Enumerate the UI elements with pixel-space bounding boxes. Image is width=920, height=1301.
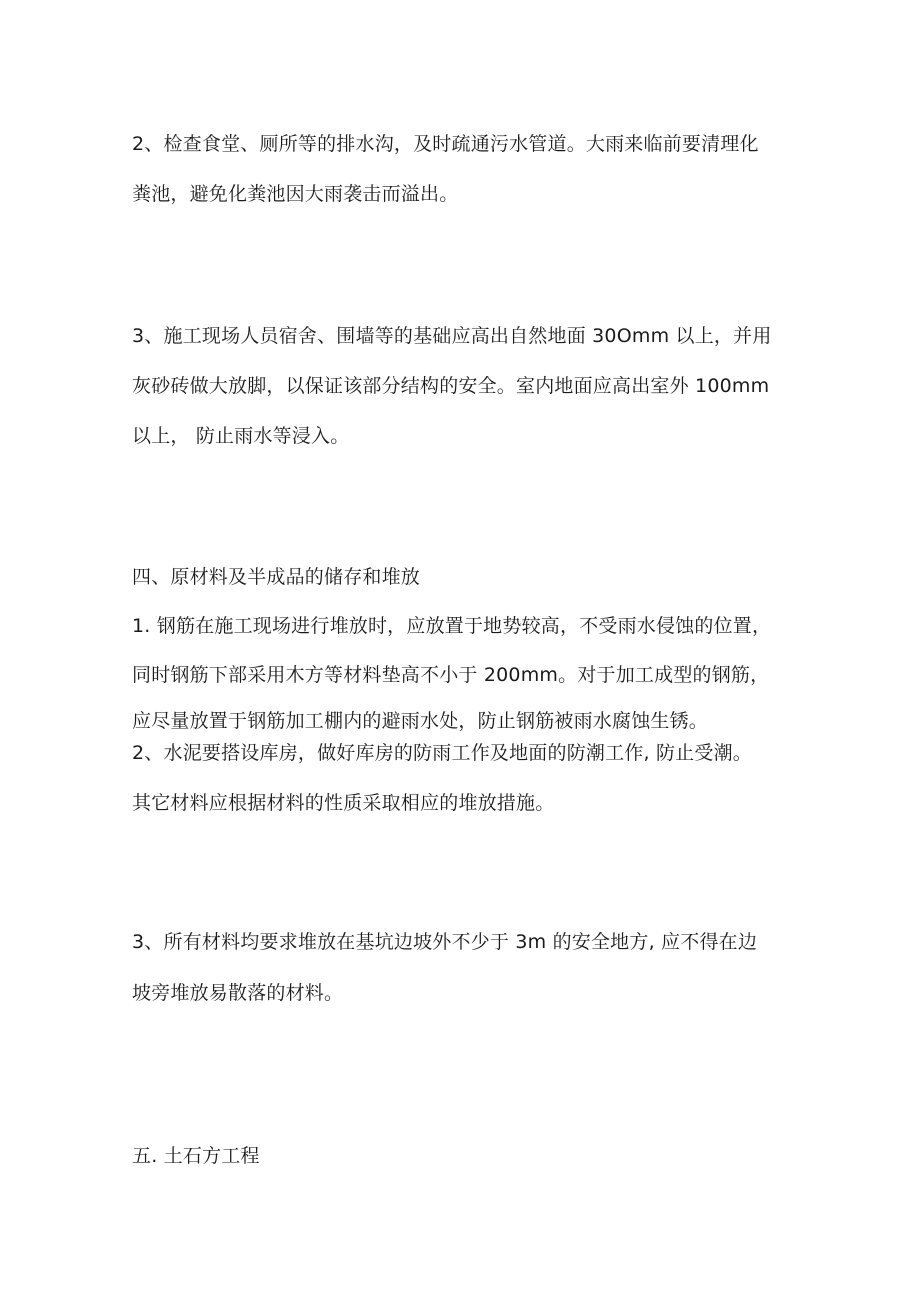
text-line: 粪池，避免化粪池因大雨袭击而溢出。 xyxy=(132,183,459,205)
text-line: 坡旁堆放易散落的材料。 xyxy=(132,982,344,1004)
text-line: 以上， 防止雨水等浸入。 xyxy=(132,425,350,447)
section-title: 四、原材料及半成品的储存和堆放 xyxy=(132,566,421,588)
text-line: 3、所有材料均要求堆放在基坑边坡外不少于 3m 的安全地方, 应不得在边 xyxy=(132,931,758,953)
section-title: 五. 土石方工程 xyxy=(132,1145,260,1167)
text-line: 3、施工现场人员宿舍、围墙等的基础应高出自然地面 30Omm 以上，并用 xyxy=(132,325,772,347)
text-line: 同时钢筋下部采用木方等材料垫高不小于 200mm。对于加工成型的钢筋， xyxy=(132,664,770,686)
text-line: 1. 钢筋在施工现场进行堆放时，应放置于地势较高，不受雨水侵蚀的位置， xyxy=(132,615,772,637)
text-line: 2、检查食堂、厕所等的排水沟，及时疏通污水管道。大雨来临前要清理化 xyxy=(132,133,759,155)
text-line: 应尽量放置于钢筋加工棚内的避雨水处，防止钢筋被雨水腐蚀生锈。 xyxy=(132,710,709,732)
text-line: 2、水泥要搭设库房，做好库房的防雨工作及地面的防潮工作, 防止受潮。 xyxy=(132,742,752,764)
text-line: 其它材料应根据材料的性质采取相应的堆放措施。 xyxy=(132,792,555,814)
text-line: 灰砂砖做大放脚，以保证该部分结构的安全。室内地面应高出室外 100mm xyxy=(132,375,770,397)
